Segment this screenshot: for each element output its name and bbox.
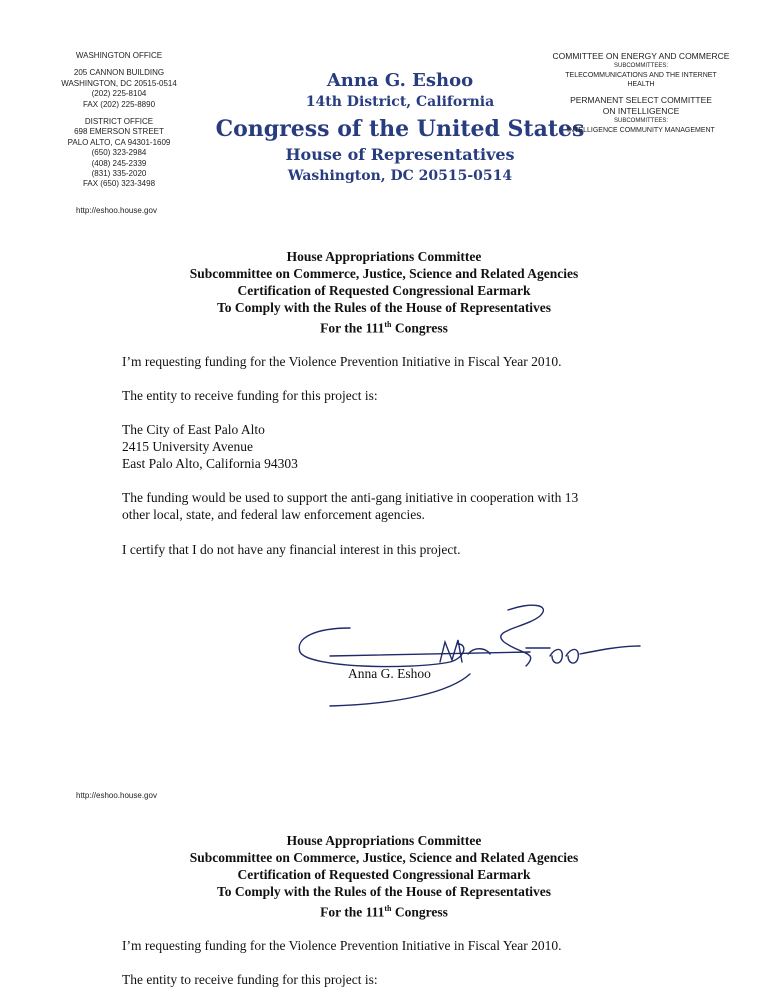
subcommittees-label: SUBCOMMITTEES: xyxy=(613,118,668,124)
committee-name: COMMITTEE ON ENERGY AND COMMERCE xyxy=(552,51,730,61)
washington-office-block xyxy=(44,51,194,190)
committee-block xyxy=(546,51,736,135)
request-paragraph-page2: I’m requesting funding for the Violence Prevention Initiative in Fiscal Year 2010. xyxy=(122,938,562,953)
title-congress-word: Congress xyxy=(391,904,448,920)
title-line: Subcommittee on Commerce, Justice, Science and Related Agencies xyxy=(189,266,579,281)
title-congress-prefix: For the 111 xyxy=(320,320,385,336)
washington-phone: (202) 225-8104 xyxy=(91,89,147,99)
washington-address-line: 205 CANNON BUILDING xyxy=(73,68,165,78)
title-line xyxy=(100,900,668,921)
entity-intro: The entity to receive funding for this project is: xyxy=(122,388,378,403)
certification-title-page2 xyxy=(100,832,668,921)
district-phone: (408) 245-2339 xyxy=(91,158,147,168)
district-phone: (650) 323-2984 xyxy=(91,148,147,158)
title-line: House Appropriations Committee xyxy=(286,249,482,264)
title-line: To Comply with the Rules of the House of Representatives xyxy=(216,884,552,899)
district-office-label: DISTRICT OFFICE xyxy=(84,117,154,127)
title-line: To Comply with the Rules of the House of Representatives xyxy=(216,300,552,315)
letterhead xyxy=(200,70,600,186)
district-address-line: 698 EMERSON STREET xyxy=(74,127,164,137)
entity-name: The City of East Palo Alto xyxy=(122,422,265,437)
entity-intro-page2: The entity to receive funding for this project is: xyxy=(122,972,378,987)
district-fax: FAX (650) 323-3498 xyxy=(82,179,156,189)
title-line xyxy=(100,316,668,337)
letterhead-congress: Congress of the United States xyxy=(215,116,585,142)
subcommittee-name: INTELLIGENCE COMMUNITY MANAGEMENT xyxy=(567,127,715,134)
handwritten-signature xyxy=(290,596,650,716)
funding-use-paragraph xyxy=(122,489,682,523)
district-phone: (831) 335-2020 xyxy=(91,169,147,179)
letterhead-name: Anna G. Eshoo xyxy=(326,70,474,91)
district-address-line: PALO ALTO, CA 94301-1609 xyxy=(67,137,171,147)
footer-url-link[interactable]: http://eshoo.house.gov xyxy=(76,791,157,800)
certify-paragraph: I certify that I do not have any financial interest in this project. xyxy=(122,542,461,557)
subcommittee-name: TELECOMMUNICATIONS AND THE INTERNET xyxy=(565,72,717,79)
title-line: Certification of Requested Congressional Earmark xyxy=(237,867,531,882)
title-congress-prefix: For the 111 xyxy=(320,904,385,920)
title-line: House Appropriations Committee xyxy=(286,833,482,848)
letterhead-city: Washington, DC 20515-0514 xyxy=(287,168,513,184)
subcommittee-name: HEALTH xyxy=(627,81,655,88)
letterhead-house: House of Representatives xyxy=(285,145,515,164)
washington-fax: FAX (202) 225-8890 xyxy=(82,99,156,109)
header-url-link[interactable]: http://eshoo.house.gov xyxy=(76,206,157,215)
title-congress-suffix: th xyxy=(384,320,392,329)
entity-street: 2415 University Avenue xyxy=(122,439,253,454)
funding-use-line: other local, state, and federal law enforcement agencies. xyxy=(122,507,425,522)
committee-name: PERMANENT SELECT COMMITTEE ON INTELLIGENCE xyxy=(570,95,712,116)
certification-title xyxy=(100,248,668,337)
funding-use-line: The funding would be used to support the anti-gang initiative in cooperation with 13 xyxy=(122,490,579,505)
title-congress-word: Congress xyxy=(391,320,448,336)
title-congress-suffix: th xyxy=(384,904,392,913)
request-paragraph: I’m requesting funding for the Violence Prevention Initiative in Fiscal Year 2010. xyxy=(122,354,562,369)
signatory-name: Anna G. Eshoo xyxy=(348,666,431,681)
washington-address-line: WASHINGTON, DC 20515-0514 xyxy=(61,78,177,88)
subcommittees-label: SUBCOMMITTEES: xyxy=(613,63,668,69)
entity-city: East Palo Alto, California 94303 xyxy=(122,456,298,471)
title-line: Subcommittee on Commerce, Justice, Science and Related Agencies xyxy=(189,850,579,865)
title-line: Certification of Requested Congressional Earmark xyxy=(237,283,531,298)
entity-address xyxy=(122,421,682,472)
letterhead-district: 14th District, California xyxy=(305,94,495,110)
washington-office-label: WASHINGTON OFFICE xyxy=(75,51,163,60)
